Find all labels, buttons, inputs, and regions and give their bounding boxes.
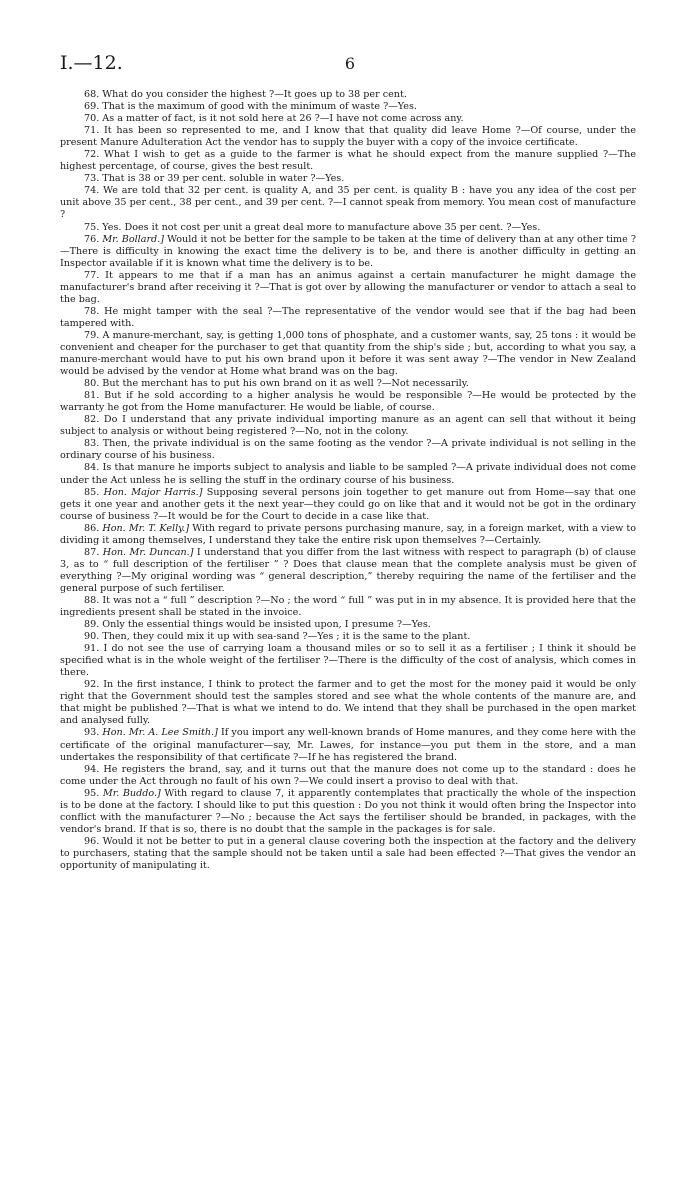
paragraph-94: 94. He registers the brand, say, and it turns out that the manure does not come up to the standard : does he come under the Act through no fault of his own ?—We could insert a proviso to deal with that. bbox=[60, 763, 636, 787]
speaker: Hon. Mr. A. Lee Smith.] bbox=[102, 727, 218, 739]
paragraph-text: I understand that you differ from the last witness with respect to paragraph (b) of clause 3, as to “ full description of the fertiliser ” ? Does that clause mean that the complete analysis must be given of everything ?—My original wording was “ general description,” thereby requiring the name of the fertiliser and the general purpose of such fertiliser. bbox=[60, 546, 636, 594]
page-number: 6 bbox=[344, 54, 356, 73]
paragraph-86 bbox=[60, 523, 636, 547]
paragraph-96: 96. Would it not be better to put in a general clause covering both the inspection at the factory and the delivery to purchasers, stating that the sample should not be taken until a sale had been effected ?—That gives the vendor an opportunity of manipulating it. bbox=[60, 835, 636, 871]
speaker: Mr. Buddo.] bbox=[102, 787, 161, 799]
paragraph-87 bbox=[60, 547, 636, 595]
paper-reference: I.—12. bbox=[60, 52, 123, 74]
paragraph-72: 72. What I wish to get as a guide to the farmer is what he should expect from the manure supplied ?—The highest percentage, of course, gives the best result. bbox=[60, 149, 636, 173]
paragraph-text: With regard to clause 7, it apparently contemplates that practically the whole of the inspection is to be done at the factory. I should like to put this question : Do you not think it would often bring the Inspector into conflict with the manufacturer ?—No ; because the Act says the fertiliser should be branded, in packages, with the vendor's brand. If that is so, there is no doubt that the sample in the packages is for sale. bbox=[60, 787, 636, 835]
paragraph-text: With regard to private persons purchasing manure, say, in a foreign market, with a view to dividing it among themselves, I understand they take the entire risk upon themselves ?—Certainly. bbox=[60, 522, 636, 546]
paragraph-68: 68. What do you consider the highest ?—It goes up to 38 per cent. bbox=[84, 89, 407, 100]
paragraph-85 bbox=[60, 487, 636, 523]
paragraph-text: If you import any well-known brands of Home manures, and they come here with the certificate of the original manufacturer—say, Mr. Lawes, for instance—you put them in the store, and a man undertakes the responsibility of that certificate ?—If he has registered the brand. bbox=[60, 727, 636, 763]
paragraph-80: 80. But the merchant has to put his own brand on it as well ?—Not necessarily. bbox=[84, 378, 469, 390]
paragraph-text: Would it not be better for the sample to be taken at the time of delivery than at any other time ?—There is difficulty in knowing the exact time the delivery is to be, and there is another difficulty in getting an Inspector available if it is known what time the delivery is to be. bbox=[60, 233, 636, 269]
question-number: 95. bbox=[84, 787, 100, 799]
paragraph-83: 83. Then, the private individual is on the same footing as the vendor ?—A private individual is not selling in the ordinary course of his business. bbox=[60, 438, 636, 462]
paragraph-77: 77. It appears to me that if a man has an animus against a certain manufacturer he might damage the manufacturer's brand after receiving it ?—That is got over by allowing the manufacturer or vendor to attach a seal to the bag. bbox=[60, 269, 636, 305]
paragraph-92: 92. In the first instance, I think to protect the farmer and to get the most for the money paid it would be only right that the Government should test the samples stored and see what the whole contents of the manure are, and that might be published ?—That is what we intend to do. We intend that they shall be purchased in the open market and analysed fully. bbox=[60, 679, 636, 727]
question-number: 85. bbox=[84, 486, 100, 498]
paragraph-93 bbox=[60, 727, 636, 763]
paragraph-95 bbox=[60, 788, 636, 836]
paragraph-90: 90. Then, they could mix it up with sea-sand ?—Yes ; it is the same to the plant. bbox=[84, 631, 471, 643]
paragraph-70: 70. As a matter of fact, is it not sold here at 26 ?—I have not come across any. bbox=[84, 113, 464, 125]
paragraph-81: 81. But if he sold according to a higher analysis he would be responsible ?—He would be protected by the warranty he got from the Home manufacturer. He would be liable, of course. bbox=[60, 390, 636, 414]
paragraph-88: 88. It was not a “ full ” description ?—No ; the word “ full ” was put in in my absence. It is provided here that the ingredients present shall be stated in the invoice. bbox=[60, 594, 636, 619]
paragraph-75: 75. Yes. Does it not cost per unit a great deal more to manufacture above 35 per cent. ?—Yes. bbox=[84, 221, 541, 233]
paragraph-text: Supposing several persons join together to get manure out from Home—say that one gets it one year and another gets it the next year—they could go on like that and it would not be got in the ordinary course of business ?—It would be for the Court to decide in a case like that. bbox=[60, 486, 636, 522]
paragraph-91: 91. I do not see the use of carrying loam a thousand miles or so to sell it as a fertiliser ; I think it should be specified what is in the whole weight of the fertiliser ?—There is the difficulty of the cost of analysis, which comes in there. bbox=[60, 643, 636, 679]
speaker: Hon. Mr. Duncan.] bbox=[102, 546, 194, 558]
paragraph-71: 71. It has been so represented to me, and I know that that quality did leave Home ?—Of course, under the present Manure Adulteration Act the vendor has to supply the buyer with a copy of the invoice certificate. bbox=[60, 125, 636, 149]
question-number: 76. bbox=[84, 233, 100, 245]
paragraph-76 bbox=[60, 234, 636, 270]
paragraph-78: 78. He might tamper with the seal ?—The representative of the vendor would see that if the bag had been tampered with. bbox=[60, 305, 636, 329]
paragraph-82: 82. Do I understand that any private individual importing manure as an agent can sell that without it being subject to analysis or without being registered ?—No, not in the colony. bbox=[60, 414, 636, 438]
speaker: Mr. Bollard.] bbox=[102, 233, 164, 245]
question-number: 87. bbox=[84, 546, 100, 558]
paragraph-74: 74. We are told that 32 per cent. is quality A, and 35 per cent. is quality B : have you any idea of the cost per unit above 35 per cent., 38 per cent., and 39 per cent. ?—I cannot speak from memory. You mean cost of manufacture ? bbox=[60, 185, 636, 221]
paragraph-79: 79. A manure-merchant, say, is getting 1,000 tons of phosphate, and a customer wants, say, 25 tons : it would be convenient and cheaper for the purchaser to get that quantity from the ship's side ; but, according to what you say, a manure-merchant would have to put his own brand upon it before it was sent away ?—The vendor in New Zealand would be advised by the vendor at Home what brand was on the bag. bbox=[60, 329, 636, 378]
paragraph-84: 84. Is that manure he imports subject to analysis and liable to be sampled ?—A private individual does not come under the Act unless he is selling the stuff in the ordinary course of his business. bbox=[60, 462, 636, 486]
page-header bbox=[60, 52, 640, 78]
question-number: 86. bbox=[84, 522, 100, 534]
speaker: Hon. Mr. T. Kelly.] bbox=[102, 522, 190, 534]
speaker: Hon. Major Harris.] bbox=[103, 486, 203, 498]
paragraph-73: 73. That is 38 or 39 per cent. soluble in water ?—Yes. bbox=[84, 173, 345, 185]
evidence-text bbox=[60, 89, 636, 872]
paragraph-69: 69. That is the maximum of good with the minimum of waste ?—Yes. bbox=[84, 101, 417, 113]
paragraph-89: 89. Only the essential things would be insisted upon, I presume ?—Yes. bbox=[84, 619, 431, 631]
question-number: 93. bbox=[84, 727, 100, 739]
